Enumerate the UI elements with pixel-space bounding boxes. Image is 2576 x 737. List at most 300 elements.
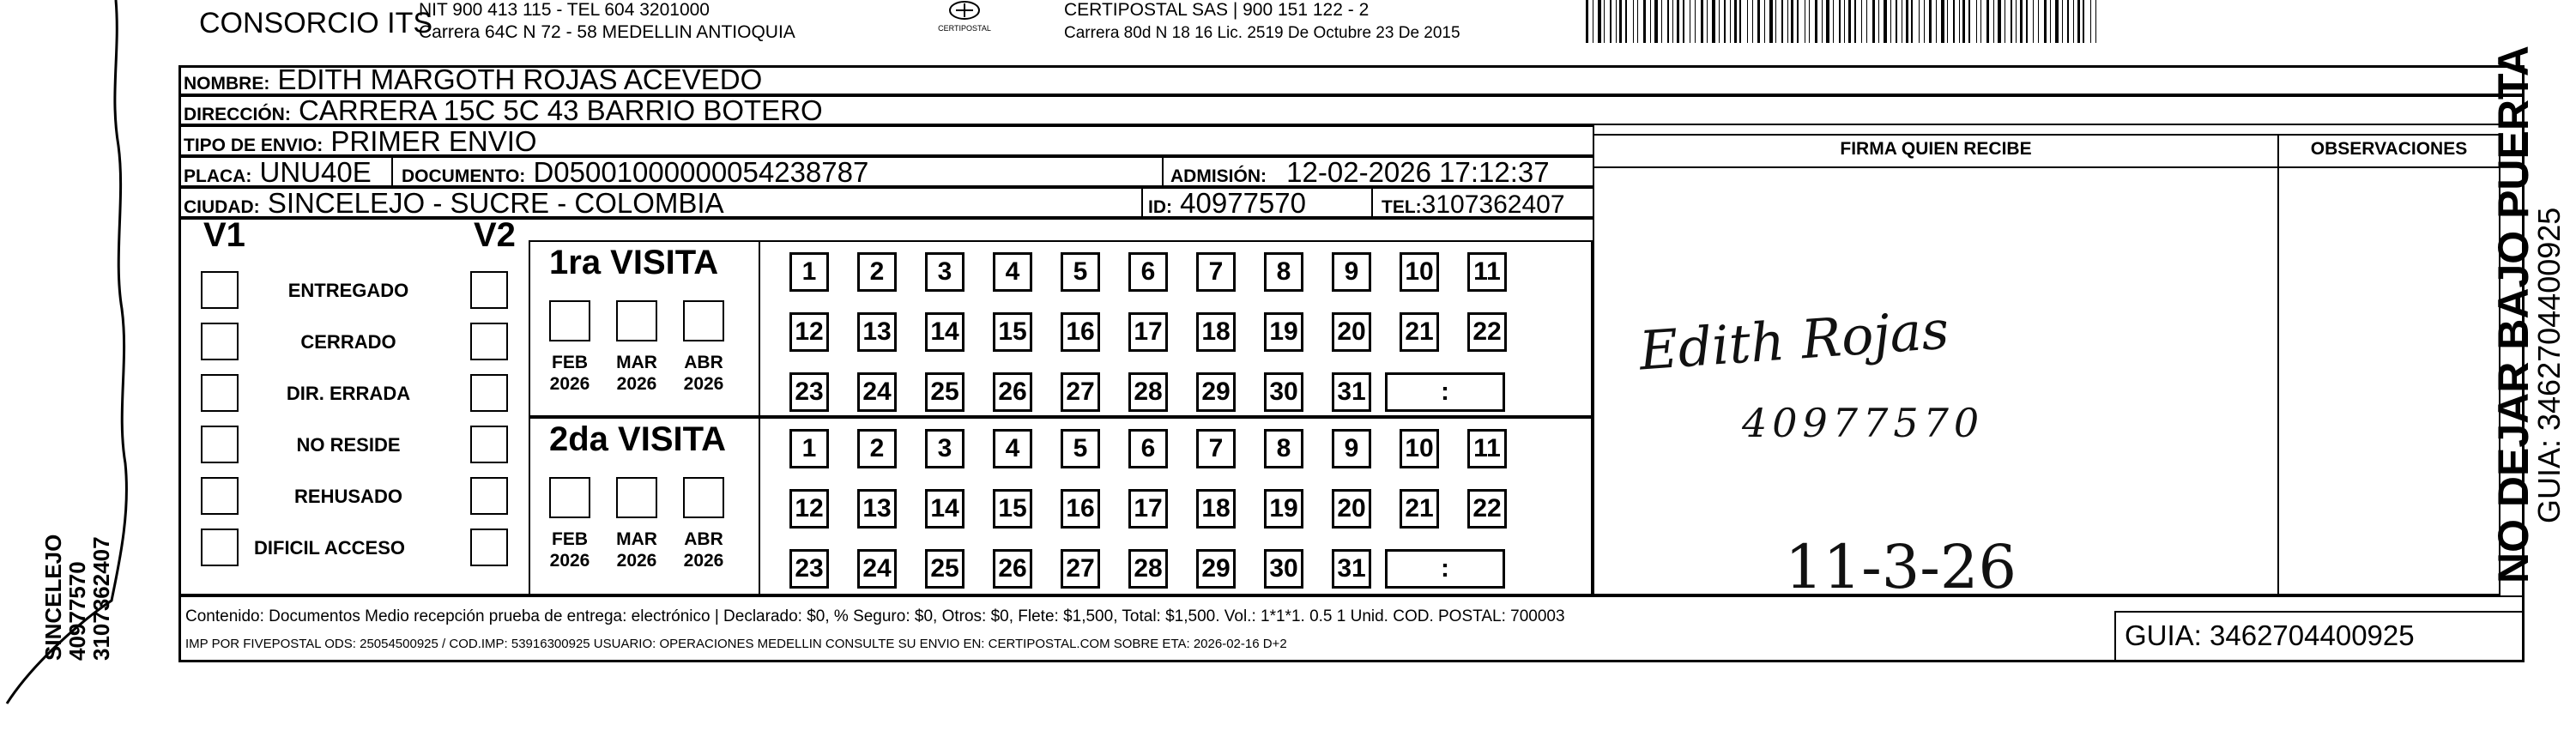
barcode-bar (1890, 0, 1891, 43)
day-box[interactable]: 3 (925, 252, 964, 292)
barcode-bar (1841, 0, 1843, 43)
barcode-bar (1696, 0, 1699, 43)
day-box[interactable]: 22 (1467, 489, 1507, 529)
day-box[interactable]: 25 (925, 549, 964, 589)
day-box[interactable]: 6 (1128, 252, 1168, 292)
month-checkbox[interactable] (549, 477, 590, 518)
day-box[interactable]: 21 (1400, 489, 1439, 529)
barcode-bar (1839, 0, 1841, 43)
day-box[interactable]: 13 (857, 489, 897, 529)
barcode-bar (1826, 0, 1829, 43)
day-box[interactable]: 23 (789, 549, 829, 589)
day-box[interactable]: 5 (1061, 252, 1100, 292)
month-name: MAR (616, 529, 657, 549)
day-box[interactable]: 15 (993, 489, 1032, 529)
company-name: CONSORCIO ITS (199, 7, 433, 39)
day-box[interactable]: 24 (857, 372, 897, 412)
barcode-bar (1876, 0, 1878, 43)
day-box[interactable]: 18 (1196, 489, 1236, 529)
month-year: 2026 (616, 374, 657, 394)
barcode-bar (1906, 0, 1908, 43)
barcode-bar (2047, 0, 2049, 43)
day-box[interactable]: 31 (1332, 372, 1371, 412)
day-box[interactable]: 18 (1196, 312, 1236, 352)
admission-field (1170, 156, 1550, 189)
barcode-bar (1818, 0, 1820, 43)
barcode-bar (1806, 0, 1808, 43)
barcode-bar (1612, 0, 1614, 43)
month-year: 2026 (683, 374, 724, 394)
barcode-bar (1844, 0, 1845, 43)
barcode-bar (1643, 0, 1646, 43)
certi-line1: CERTIPOSTAL SAS | 900 151 122 - 2 (1064, 0, 1370, 20)
barcode-bar (1650, 0, 1651, 43)
name-value: EDITH MARGOTH ROJAS ACEVEDO (277, 63, 763, 95)
observations-header: OBSERVACIONES (2310, 139, 2468, 159)
barcode-bar (1866, 0, 1867, 43)
handwritten-date: 11-3-26 (1785, 532, 2017, 602)
barcode-bar (1704, 0, 1706, 43)
time-box[interactable]: : (1385, 372, 1505, 412)
plate-field (184, 156, 372, 189)
barcode-bar (1980, 0, 1981, 43)
barcode-bar (1695, 0, 1696, 43)
barcode-bar (2044, 0, 2047, 43)
month-year: 2026 (549, 551, 590, 571)
barcode-bar (1730, 0, 1731, 43)
address-field (184, 94, 823, 127)
certipostal-logo (930, 0, 999, 33)
id-field (1148, 187, 1306, 220)
barcode-bar (1784, 0, 1786, 43)
day-box[interactable]: 16 (1061, 489, 1100, 529)
day-box[interactable]: 27 (1061, 372, 1100, 412)
day-box[interactable]: 20 (1332, 489, 1371, 529)
barcode-bar (2013, 0, 2015, 43)
logo-label: CERTIPOSTAL (938, 24, 991, 33)
day-box[interactable]: 30 (1264, 372, 1303, 412)
barcode-bar (1680, 0, 1681, 43)
logo-icon (947, 0, 982, 21)
tel-field (1382, 190, 1565, 220)
barcode-bar (1881, 0, 1883, 43)
barcode-bar (1909, 0, 1910, 43)
barcode-bar (1911, 0, 1913, 43)
barcode-bar (1993, 0, 1994, 43)
barcode-bar (1956, 0, 1957, 43)
barcode (1586, 0, 2322, 43)
day-box[interactable]: 8 (1264, 252, 1303, 292)
barcode-bar (1727, 0, 1729, 43)
barcode-bar (1724, 0, 1726, 43)
day-box[interactable]: 30 (1264, 549, 1303, 589)
day-box[interactable]: 12 (789, 312, 829, 352)
barcode-bar (1747, 0, 1748, 43)
barcode-bar (1936, 0, 1937, 43)
barcode-bar (1757, 0, 1760, 43)
barcode-bar (2071, 0, 2072, 43)
v2-checkbox[interactable] (470, 477, 508, 515)
v2-checkbox[interactable] (470, 529, 508, 566)
barcode-bar (1986, 0, 1989, 43)
barcode-bar (1604, 0, 1605, 43)
city-value: SINCELEJO - SUCRE - COLOMBIA (267, 187, 724, 219)
barcode-bar (1998, 0, 2001, 43)
barcode-bar (1707, 0, 1708, 43)
day-box[interactable]: 1 (789, 429, 829, 468)
v2-checkbox[interactable] (470, 374, 508, 412)
day-box[interactable]: 16 (1061, 312, 1100, 352)
barcode-bar (1945, 0, 1946, 43)
barcode-bar (1926, 0, 1928, 43)
day-box[interactable]: 19 (1264, 312, 1303, 352)
barcode-bar (1769, 0, 1773, 43)
day-box[interactable]: 7 (1196, 252, 1236, 292)
barcode-bar (1848, 0, 1851, 43)
barcode-bar (1983, 0, 1986, 43)
barcode-bar (1789, 0, 1790, 43)
barcode-bar (1938, 0, 1939, 43)
barcode-bar (1822, 0, 1823, 43)
tel-label: TEL: (1382, 197, 1422, 217)
stub-text (41, 535, 113, 661)
barcode-bar (1586, 0, 1588, 43)
stub-city: SINCELEJO (40, 534, 66, 661)
barcode-bar (1962, 0, 1965, 43)
v1-header: V1 (203, 216, 245, 254)
day-box[interactable]: 12 (789, 489, 829, 529)
barcode-bar (1709, 0, 1711, 43)
day-box[interactable]: 19 (1264, 489, 1303, 529)
day-box[interactable]: 4 (993, 429, 1032, 468)
barcode-bar (1774, 0, 1775, 43)
day-box[interactable]: 10 (1400, 252, 1439, 292)
side-warning: NO DEJAR BAJO PUERTA (2489, 45, 2537, 583)
barcode-bar (1995, 0, 1997, 43)
barcode-bar (1809, 0, 1810, 43)
day-box[interactable]: 2 (857, 252, 897, 292)
barcode-bar (2055, 0, 2059, 43)
barcode-bar (1590, 0, 1592, 43)
barcode-bar (2092, 0, 2094, 43)
day-box[interactable]: 27 (1061, 549, 1100, 589)
barcode-bar (2097, 0, 2100, 43)
day-box[interactable]: 11 (1467, 252, 1507, 292)
barcode-bar (1941, 0, 1944, 43)
barcode-bar (1950, 0, 1952, 43)
barcode-bar (1990, 0, 1992, 43)
month-year: 2026 (549, 374, 590, 394)
status-reason: NO RESIDE (296, 434, 401, 456)
barcode-bar (1924, 0, 1925, 43)
barcode-bar (1754, 0, 1757, 43)
barcode-bar (1872, 0, 1875, 43)
month-checkbox[interactable] (683, 300, 724, 341)
barcode-bar (1852, 0, 1853, 43)
barcode-bar (1778, 0, 1781, 43)
barcode-bar (1675, 0, 1676, 43)
month-checkbox[interactable] (549, 300, 590, 341)
day-box[interactable]: 15 (993, 312, 1032, 352)
day-box[interactable]: 24 (857, 549, 897, 589)
barcode-bar (2059, 0, 2060, 43)
barcode-bar (2077, 0, 2080, 43)
visit-title: 1ra VISITA (549, 244, 719, 281)
barcode-bar (1811, 0, 1814, 43)
barcode-bar (2020, 0, 2023, 43)
day-box[interactable]: 23 (789, 372, 829, 412)
day-box[interactable]: 17 (1128, 489, 1168, 529)
barcode-bar (1835, 0, 1837, 43)
barcode-bar (1752, 0, 1753, 43)
barcode-bar (1652, 0, 1654, 43)
month-checkbox[interactable] (683, 477, 724, 518)
id-value: 40977570 (1180, 187, 1306, 219)
barcode-bar (1701, 0, 1703, 43)
barcode-bar (1739, 0, 1741, 43)
barcode-bar (1831, 0, 1832, 43)
day-box[interactable]: 8 (1264, 429, 1303, 468)
footer-guia: GUIA: 3462704400925 (2125, 619, 2415, 651)
day-box[interactable]: 5 (1061, 429, 1100, 468)
barcode-bar (1868, 0, 1871, 43)
status-reason: DIR. ERRADA (286, 383, 411, 404)
day-box[interactable]: 14 (925, 312, 964, 352)
barcode-bar (2095, 0, 2096, 43)
v1-checkbox[interactable] (201, 529, 239, 566)
side-guia: GUIA: 3462704400925 (2531, 207, 2567, 523)
sendtype-field (184, 125, 537, 158)
footer-contents: Contenido: Documentos Medio recepción prueba de entrega: electrónico | Declarado: $0, % Seguro: $0, Otros: $0, Flete: $1,500, Total: $1,500. Vol.: 1*1*1. 0.5 1 Unid. COD. POSTAL: 700003 (185, 607, 1565, 625)
company-address: Carrera 64C N 72 - 58 MEDELLIN ANTIOQUIA (419, 22, 795, 42)
barcode-bar (2038, 0, 2039, 43)
barcode-bar (2033, 0, 2034, 43)
barcode-bar (2023, 0, 2024, 43)
id-label: ID: (1148, 197, 1172, 217)
barcode-bar (2086, 0, 2089, 43)
barcode-bar (1610, 0, 1612, 43)
barcode-bar (1685, 0, 1689, 43)
day-box[interactable]: 7 (1196, 429, 1236, 468)
barcode-bar (1598, 0, 1601, 43)
month-name: FEB (552, 529, 588, 549)
barcode-bar (2062, 0, 2063, 43)
month-year: 2026 (683, 551, 724, 571)
day-box[interactable]: 21 (1400, 312, 1439, 352)
barcode-bar (1815, 0, 1817, 43)
barcode-bar (1976, 0, 1977, 43)
barcode-bar (2026, 0, 2028, 43)
barcode-bar (1672, 0, 1673, 43)
barcode-bar (1628, 0, 1631, 43)
v2-checkbox[interactable] (470, 271, 508, 309)
barcode-bar (2006, 0, 2009, 43)
time-box[interactable]: : (1385, 549, 1505, 589)
day-box[interactable]: 22 (1467, 312, 1507, 352)
barcode-bar (2035, 0, 2037, 43)
day-box[interactable]: 9 (1332, 429, 1371, 468)
barcode-bar (1896, 0, 1897, 43)
barcode-bar (1749, 0, 1751, 43)
barcode-bar (1799, 0, 1803, 43)
v1-checkbox[interactable] (201, 477, 239, 515)
signature-header: FIRMA QUIEN RECIBE (1840, 139, 2032, 159)
barcode-bar (1833, 0, 1834, 43)
plate-value: UNU40E (259, 156, 372, 188)
v2-checkbox[interactable] (470, 426, 508, 463)
day-box[interactable]: 17 (1128, 312, 1168, 352)
month-label (611, 529, 662, 571)
barcode-bar (2018, 0, 2019, 43)
status-reason: REHUSADO (294, 486, 402, 507)
barcode-bar (1712, 0, 1715, 43)
day-box[interactable]: 20 (1332, 312, 1371, 352)
day-box[interactable]: 25 (925, 372, 964, 412)
month-checkbox[interactable] (616, 477, 657, 518)
barcode-bar (1647, 0, 1648, 43)
barcode-bar (1953, 0, 1955, 43)
city-field (184, 187, 724, 220)
barcode-bar (1823, 0, 1825, 43)
barcode-bar (1914, 0, 1918, 43)
barcode-bar (1743, 0, 1746, 43)
barcode-bar (1720, 0, 1723, 43)
barcode-bar (2083, 0, 2084, 43)
day-box[interactable]: 4 (993, 252, 1032, 292)
address-value: CARRERA 15C 5C 43 BARRIO BOTERO (299, 94, 823, 126)
day-box[interactable]: 10 (1400, 429, 1439, 468)
barcode-bar (1625, 0, 1627, 43)
day-box[interactable]: 1 (789, 252, 829, 292)
status-reason: ENTREGADO (287, 280, 409, 301)
city-label: CIUDAD: (184, 197, 260, 217)
day-box[interactable]: 28 (1128, 549, 1168, 589)
day-box[interactable]: 31 (1332, 549, 1371, 589)
barcode-bar (1602, 0, 1603, 43)
barcode-bar (1857, 0, 1860, 43)
barcode-bar (2050, 0, 2051, 43)
v1-checkbox[interactable] (201, 271, 239, 309)
v2-checkbox[interactable] (470, 323, 508, 360)
barcode-bar (1640, 0, 1642, 43)
barcode-bar (2075, 0, 2076, 43)
barcode-bar (2090, 0, 2091, 43)
certi-line2: Carrera 80d N 18 16 Lic. 2519 De Octubre 23 De 2015 (1064, 24, 1460, 42)
barcode-bar (1762, 0, 1763, 43)
day-box[interactable]: 13 (857, 312, 897, 352)
day-box[interactable]: 9 (1332, 252, 1371, 292)
barcode-bar (1781, 0, 1783, 43)
month-year: 2026 (616, 551, 657, 571)
barcode-bar (2003, 0, 2004, 43)
v1-checkbox[interactable] (201, 426, 239, 463)
day-box[interactable]: 2 (857, 429, 897, 468)
barcode-bar (1899, 0, 1901, 43)
barcode-bar (1716, 0, 1717, 43)
barcode-bar (1947, 0, 1948, 43)
barcode-bar (1670, 0, 1672, 43)
barcode-bar (2073, 0, 2074, 43)
barcode-bar (1677, 0, 1679, 43)
day-box[interactable]: 28 (1128, 372, 1168, 412)
visit-title: 2da VISITA (549, 420, 726, 458)
barcode-bar (1654, 0, 1658, 43)
document-field (402, 156, 868, 189)
tel-value: 3107362407 (1421, 190, 1565, 219)
day-box[interactable]: 11 (1467, 429, 1507, 468)
barcode-bar (1637, 0, 1638, 43)
barcode-bar (1854, 0, 1856, 43)
barcode-bar (1775, 0, 1776, 43)
month-name: ABR (684, 353, 723, 372)
barcode-bar (1594, 0, 1596, 43)
month-label (611, 352, 662, 395)
admission-label: ADMISIÓN: (1170, 166, 1267, 186)
day-box[interactable]: 14 (925, 489, 964, 529)
month-label (544, 529, 596, 571)
name-label: NOMBRE: (184, 74, 270, 94)
barcode-bar (1864, 0, 1865, 43)
barcode-bar (1861, 0, 1862, 43)
barcode-bar (1903, 0, 1904, 43)
barcode-bar (1663, 0, 1666, 43)
plate-label: PLACA: (184, 166, 252, 186)
barcode-bar (1888, 0, 1889, 43)
barcode-bar (2011, 0, 2012, 43)
barcode-bar (2067, 0, 2069, 43)
month-name: ABR (684, 529, 723, 549)
v1-checkbox[interactable] (201, 374, 239, 412)
barcode-bar (1635, 0, 1636, 43)
barcode-bar (1764, 0, 1765, 43)
day-box[interactable]: 6 (1128, 429, 1168, 468)
month-label (544, 352, 596, 395)
barcode-bar (1961, 0, 1962, 43)
barcode-bar (1933, 0, 1935, 43)
barcode-bar (1971, 0, 1974, 43)
barcode-bar (2029, 0, 2032, 43)
name-field (184, 63, 762, 96)
barcode-bar (1797, 0, 1799, 43)
day-box[interactable]: 26 (993, 372, 1032, 412)
barcode-bar (2040, 0, 2042, 43)
barcode-bar (1606, 0, 1609, 43)
barcode-bar (1787, 0, 1788, 43)
barcode-bar (1734, 0, 1737, 43)
barcode-bar (1967, 0, 1968, 43)
day-box[interactable]: 29 (1196, 372, 1236, 412)
barcode-bar (1692, 0, 1694, 43)
barcode-bar (1619, 0, 1622, 43)
address-label: DIRECCIÓN: (184, 105, 291, 124)
barcode-bar (1616, 0, 1617, 43)
signature-area (1593, 166, 2279, 595)
day-box[interactable]: 29 (1196, 549, 1236, 589)
footer-imp: IMP POR FIVEPOSTAL ODS: 25054500925 / COD.IMP: 53916300925 USUARIO: OPERACIONES MEDELLIN CONSULTE SU ENVIO EN: CERTIPOSTAL.COM SOBRE ETA: 2026-02-16 D+2 (185, 637, 1287, 651)
v1-checkbox[interactable] (201, 323, 239, 360)
sendtype-label: TIPO DE ENVIO: (184, 136, 324, 155)
barcode-bar (1920, 0, 1922, 43)
month-checkbox[interactable] (616, 300, 657, 341)
barcode-bar (1878, 0, 1879, 43)
admission-value: 12-02-2026 17:12:37 (1286, 156, 1550, 188)
barcode-bar (2064, 0, 2066, 43)
status-reason: CERRADO (300, 331, 396, 353)
day-box[interactable]: 3 (925, 429, 964, 468)
day-box[interactable]: 26 (993, 549, 1032, 589)
barcode-bar (1661, 0, 1662, 43)
observations-area (2277, 166, 2500, 595)
